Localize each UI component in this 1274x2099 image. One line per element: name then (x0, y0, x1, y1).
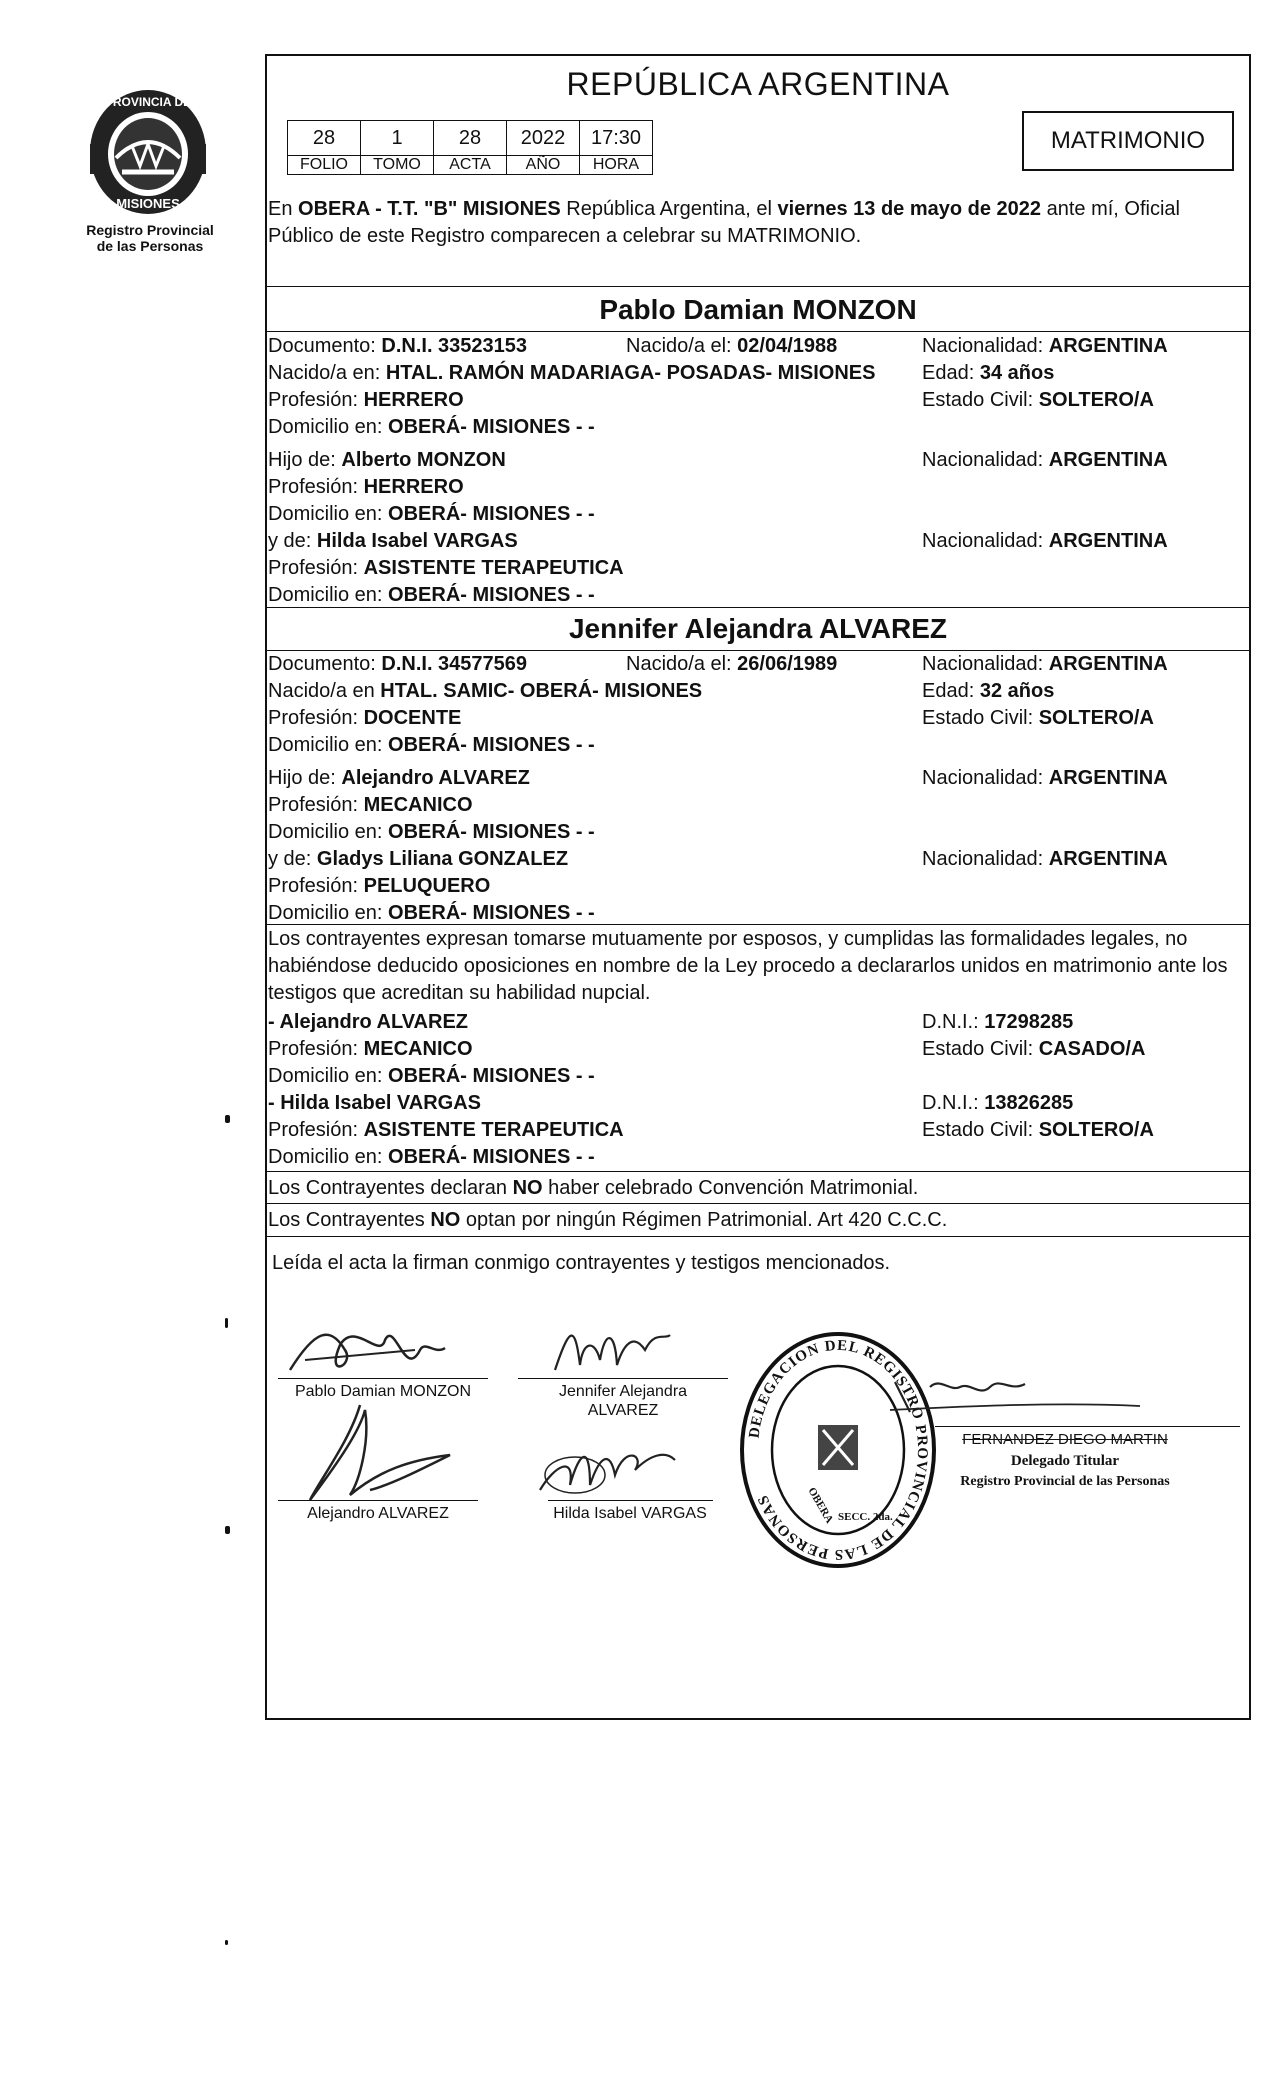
witness2-civil-status: Estado Civil: SOLTERO/A (922, 1119, 1154, 1141)
official-role: Delegado Titular (1010, 1453, 1120, 1469)
signature-caption-3: Alejandro ALVAREZ (307, 1505, 449, 1522)
spouse1-mother: y de: Hilda Isabel VARGAS (268, 530, 518, 552)
spouse2-address: Domicilio en: OBERÁ- MISIONES - - (268, 734, 595, 756)
stamp-inner-right: SECC. 2da. (838, 1511, 893, 1523)
country-title: REPÚBLICA ARGENTINA (566, 66, 950, 102)
acta-label: ACTA (434, 156, 507, 175)
spouse2-father-nationality: Nacionalidad: ARGENTINA (922, 767, 1168, 789)
margin-mark (225, 1526, 230, 1534)
signature-caption-2a: Jennifer Alejandra (558, 1383, 688, 1400)
declaration-paragraph: Los contrayentes expresan tomarse mutuamente por esposos, y cumplidas las formalidades legales, no habiéndose deducido oposiciones en nombre de la Ley procedo a declararlos unidos en matrimonio ante los testigos que acreditan su habilidad nupcial. (268, 928, 1228, 1004)
spouse1-mother-address: Domicilio en: OBERÁ- MISIONES - - (268, 584, 595, 606)
signature-caption-2b: ALVAREZ (587, 1402, 659, 1419)
spouse1-name: Pablo Damian MONZON (599, 294, 917, 325)
spouse2-birthplace: Nacido/a en HTAL. SAMIC- OBERÁ- MISIONES (268, 680, 703, 702)
regime-line-2: Los Contrayentes NO optan por ningún Régimen Patrimonial. Art 420 C.C.C. (268, 1209, 948, 1231)
logo-bottom-text: MISIONES (116, 196, 180, 211)
acta-value: 28 (434, 121, 507, 156)
spouse1-nationality: Nacionalidad: ARGENTINA (922, 335, 1168, 357)
intro-paragraph: En OBERA - T.T. "B" MISIONES República Argentina, el viernes 13 de mayo de 2022 ante mí, Oficial Público de este Registro comparecen a celebrar su MATRIMONIO. (268, 198, 1180, 247)
witness1-civil-status: Estado Civil: CASADO/A (922, 1038, 1146, 1060)
spouse1-father-profession: Profesión: HERRERO (268, 476, 464, 498)
spouse2-mother-nationality: Nacionalidad: ARGENTINA (922, 848, 1168, 870)
spouse1-birthdate: Nacido/a el: 02/04/1988 (626, 335, 838, 357)
witness2-dni: D.N.I.: 13826285 (922, 1092, 1074, 1114)
closing-text: Leída el acta la firman conmigo contrayentes y testigos mencionados. (272, 1252, 891, 1274)
margin-mark (225, 1940, 228, 1945)
witness1-name: - Alejandro ALVAREZ (268, 1011, 468, 1033)
logo-top-text: PROVINCIA DE (104, 95, 192, 109)
spouse2-mother-profession: Profesión: PELUQUERO (268, 875, 491, 897)
act-type-box: MATRIMONIO (1022, 111, 1234, 171)
official-signature-scribble (890, 1362, 1150, 1432)
signature-scribble-3 (300, 1400, 480, 1510)
spouse1-mother-profession: Profesión: ASISTENTE TERAPEUTICA (268, 557, 624, 579)
spouse2-nationality: Nacionalidad: ARGENTINA (922, 653, 1168, 675)
spouse1-address: Domicilio en: OBERÁ- MISIONES - - (268, 416, 595, 438)
spouse1-mother-nationality: Nacionalidad: ARGENTINA (922, 530, 1168, 552)
tomo-label: TOMO (361, 156, 434, 175)
spouse1-age: Edad: 34 años (922, 362, 1055, 384)
witness2-address: Domicilio en: OBERÁ- MISIONES - - (268, 1146, 595, 1168)
stamp-inner-left: OBERA (805, 1485, 836, 1526)
signature-scribble-1 (285, 1320, 475, 1390)
witness1-profession: Profesión: MECANICO (268, 1038, 473, 1060)
spouse2-civil-status: Estado Civil: SOLTERO/A (922, 707, 1154, 729)
margin-mark (225, 1318, 228, 1328)
tomo-value: 1 (361, 121, 434, 156)
spouse1-profession: Profesión: HERRERO (268, 389, 464, 411)
spouse1-father-address: Domicilio en: OBERÁ- MISIONES - - (268, 503, 595, 525)
margin-mark (225, 1115, 230, 1123)
spouse1-father-nationality: Nacionalidad: ARGENTINA (922, 449, 1168, 471)
witness2-name: - Hilda Isabel VARGAS (268, 1092, 482, 1114)
year-label: AÑO (507, 156, 580, 175)
spouse2-mother: y de: Gladys Liliana GONZALEZ (268, 848, 569, 870)
spouse2-father-address: Domicilio en: OBERÁ- MISIONES - - (268, 821, 595, 843)
regime-line-1: Los Contrayentes declaran NO haber celebrado Convención Matrimonial. (268, 1177, 919, 1199)
signature-scribble-2 (545, 1320, 685, 1380)
witness1-address: Domicilio en: OBERÁ- MISIONES - - (268, 1065, 595, 1087)
registry-number-table (287, 120, 653, 175)
signature-caption-1: Pablo Damian MONZON (294, 1383, 472, 1400)
spouse2-profession: Profesión: DOCENTE (268, 707, 462, 729)
spouse1-civil-status: Estado Civil: SOLTERO/A (922, 389, 1154, 411)
spouse1-document: Documento: D.N.I. 33523153 (268, 335, 528, 357)
year-value: 2022 (507, 121, 580, 156)
spouse2-mother-address: Domicilio en: OBERÁ- MISIONES - - (268, 902, 595, 924)
hour-value: 17:30 (580, 121, 653, 156)
spouse2-document: Documento: D.N.I. 34577569 (268, 653, 528, 675)
folio-value: 28 (288, 121, 361, 156)
spouse2-father: Hijo de: Alejandro ALVAREZ (268, 767, 530, 789)
stamp-ring-text: DELEGACION DEL REGISTRO PROVINCIAL DE LAS PERSONAS (746, 1337, 931, 1563)
hour-label: HORA (580, 156, 653, 175)
spouse1-birthplace: Nacido/a en: HTAL. RAMÓN MADARIAGA- POSADAS- MISIONES (268, 362, 876, 384)
intro-date: viernes 13 de mayo de 2022 (777, 198, 1042, 220)
official-name: FERNANDEZ DIEGO MARTIN (962, 1431, 1168, 1448)
spouse2-father-profession: Profesión: MECANICO (268, 794, 473, 816)
spouse2-birthdate: Nacido/a el: 26/06/1989 (626, 653, 838, 675)
spouse2-age: Edad: 32 años (922, 680, 1055, 702)
registry-name: Registro Provincial de las Personas (86, 222, 214, 254)
signature-caption-4: Hilda Isabel VARGAS (553, 1505, 707, 1522)
spouse2-name: Jennifer Alejandra ALVAREZ (568, 613, 948, 644)
registry-seal-logo (82, 86, 214, 218)
spouse1-father: Hijo de: Alberto MONZON (268, 449, 506, 471)
official-office: Registro Provincial de las Personas (960, 1474, 1170, 1489)
witness2-profession: Profesión: ASISTENTE TERAPEUTICA (268, 1119, 624, 1141)
intro-place: OBERA - T.T. "B" MISIONES (298, 198, 561, 220)
folio-label: FOLIO (288, 156, 361, 175)
witness1-dni: D.N.I.: 17298285 (922, 1011, 1074, 1033)
signature-scribble-4 (535, 1435, 685, 1505)
